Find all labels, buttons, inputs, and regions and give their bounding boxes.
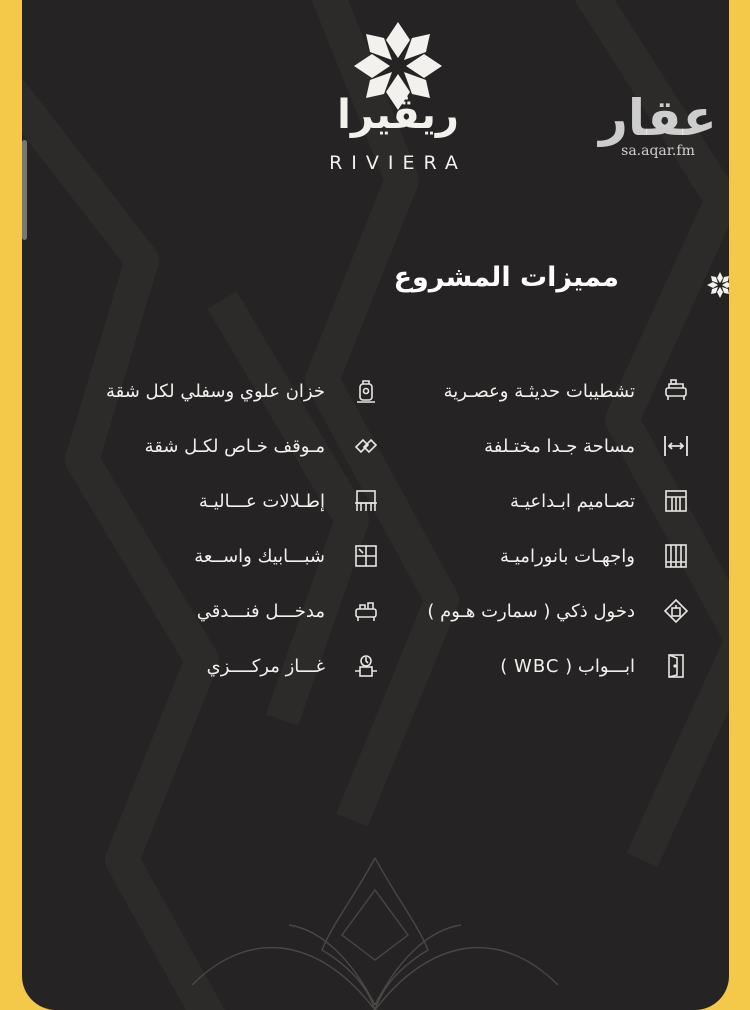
window-icon (353, 543, 379, 569)
feature-item (194, 543, 379, 569)
feature-item (207, 653, 379, 679)
gas-meter-icon (353, 653, 379, 679)
door-icon (663, 653, 689, 679)
aqar-watermark-url: sa.aqar.fm (621, 143, 695, 159)
feature-item (444, 378, 689, 404)
brand-name-arabic: ريڤيرا (337, 92, 459, 138)
feature-item (484, 433, 689, 459)
feature-label: ابـــواب ( WBC ) (500, 655, 635, 677)
feature-item (500, 653, 689, 679)
feature-label: غـــاز مركــــزي (206, 655, 325, 677)
smart-home-icon (663, 598, 689, 624)
aqar-watermark-logo: عقار (599, 89, 717, 147)
water-tank-icon (353, 378, 379, 404)
feature-item (106, 378, 379, 404)
width-arrows-icon (663, 433, 689, 459)
feature-label: دخول ذكي ( سمارت هـوم ) (427, 600, 635, 622)
brand-name-english: RIVIERA (329, 152, 467, 174)
sofa-icon (663, 378, 689, 404)
building-icon (663, 488, 689, 514)
feature-label: مـوقف خـاص لكـل شقة (144, 435, 325, 457)
reception-icon (353, 598, 379, 624)
facade-icon (663, 543, 689, 569)
feature-label: تصـاميم ابـداعيـة (510, 490, 635, 512)
feature-item (145, 433, 379, 459)
parking-icon (353, 433, 379, 459)
scrollbar-thumb[interactable] (22, 140, 27, 240)
feature-item (510, 488, 689, 514)
feature-item (500, 543, 689, 569)
feature-item (199, 488, 379, 514)
feature-label: تشطيبات حديثـة وعصـرية (443, 380, 635, 402)
feature-label: مدخـــل فنـــدقي (196, 600, 325, 622)
ornament-icon (706, 271, 729, 299)
feature-label: شبـــابيك واســعة (194, 545, 325, 567)
feature-item (427, 598, 689, 624)
feature-label: إطـلالات عـــاليـة (198, 490, 325, 512)
feature-item (197, 598, 379, 624)
feature-label: واجهـات بانوراميـة (499, 545, 635, 567)
feature-label: مساحة جـدا مختـلفة (484, 435, 635, 457)
feature-label: خزان علوي وسفلي لكل شقة (106, 380, 325, 402)
balcony-icon (353, 488, 379, 514)
section-title: مميزات المشروع (393, 262, 619, 293)
